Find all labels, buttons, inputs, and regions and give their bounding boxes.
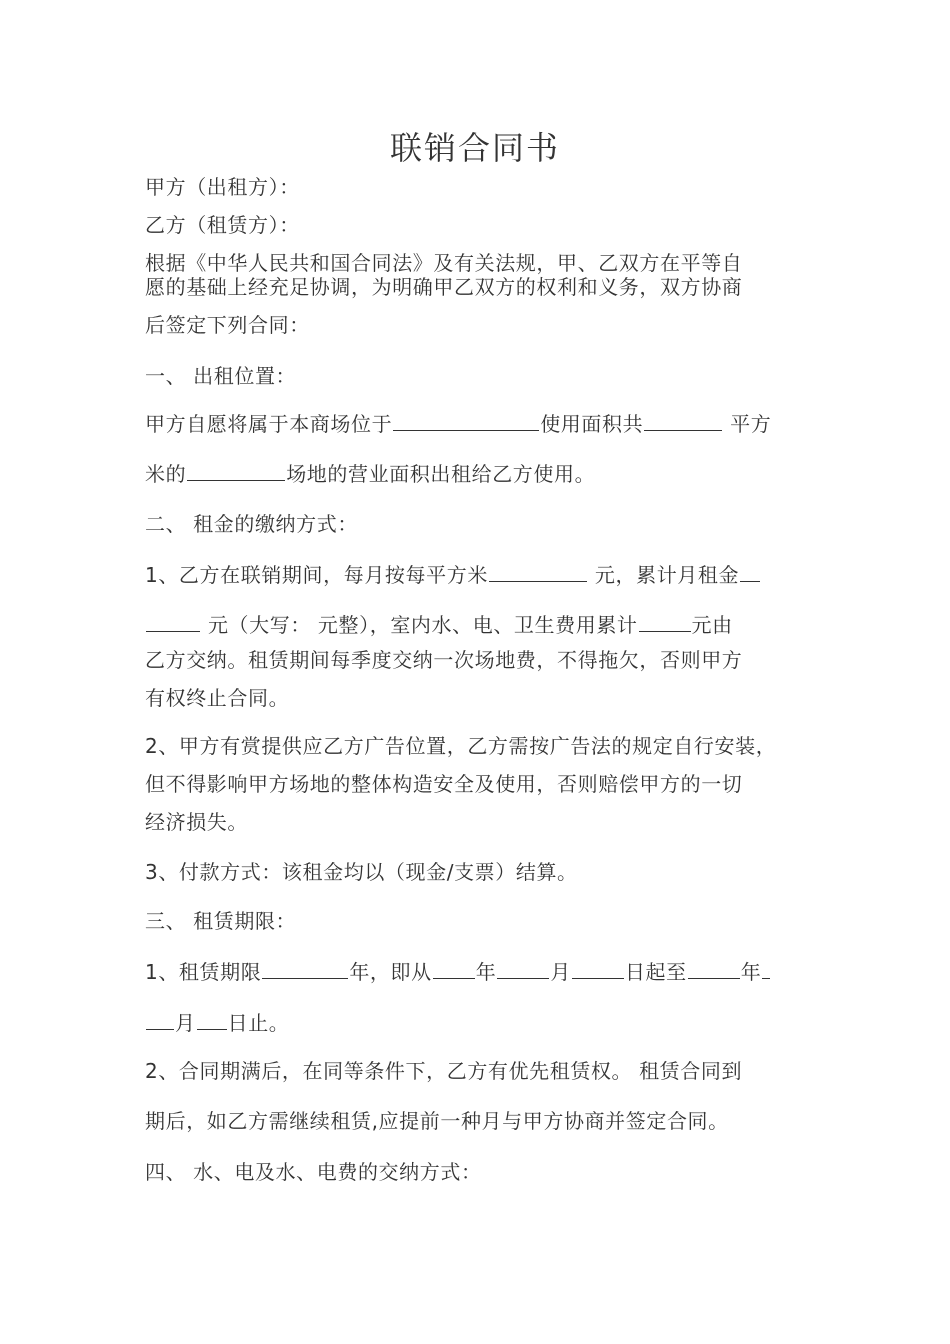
text-segment: 平方 bbox=[723, 412, 772, 436]
location-blank bbox=[393, 410, 539, 431]
text-segment: 元，累计月租金 bbox=[587, 563, 740, 587]
document-title: 联销合同书 bbox=[389, 129, 560, 167]
text-segment: 年 bbox=[475, 960, 497, 984]
monthly-rent-blank bbox=[740, 561, 760, 582]
end-month-blank bbox=[762, 958, 770, 979]
section-2-item-1-line-3: 乙方交纳。租赁期间每季度交纳一次场地费，不得拖欠，否则甲方 bbox=[145, 648, 743, 672]
section-1-line-1 bbox=[145, 410, 771, 437]
text-segment: 日止。 bbox=[227, 1011, 290, 1035]
text-segment: 甲方自愿将属于本商场位于 bbox=[145, 412, 393, 436]
section-2-item-3: 3、付款方式：该租金均以（现金/支票）结算。 bbox=[145, 860, 578, 884]
text-segment: 场地的营业面积出租给乙方使用。 bbox=[286, 462, 596, 486]
text-segment: 年，即从 bbox=[349, 960, 432, 984]
monthly-rent-blank-cont bbox=[146, 611, 200, 632]
section-3-item-2-line-1: 2、合同期满后，在同等条件下，乙方有优先租赁权。 租赁合同到 bbox=[145, 1059, 743, 1083]
text-segment: 元（大写： 元整），室内水、电、卫生费用累计 bbox=[201, 613, 638, 637]
section-4-heading: 四、 水、电及水、电费的交纳方式： bbox=[145, 1160, 482, 1184]
section-1-heading: 一、 出租位置： bbox=[145, 364, 297, 388]
text-segment: 元由 bbox=[691, 613, 733, 637]
section-2-item-1-line-4: 有权终止合同。 bbox=[145, 686, 290, 710]
section-2-item-1-line-1 bbox=[145, 561, 761, 588]
party-a-line: 甲方（出租方）： bbox=[145, 175, 300, 199]
section-3-item-2-line-2: 期后，如乙方需继续租赁,应提前一种月与甲方协商并签定合同。 bbox=[145, 1109, 729, 1133]
section-3-item-1-line-1 bbox=[145, 958, 771, 985]
section-2-heading: 二、 租金的缴纳方式： bbox=[145, 512, 358, 536]
text-segment: 使用面积共 bbox=[540, 412, 644, 436]
text-segment: 1、乙方在联销期间，每月按每平方米 bbox=[145, 563, 488, 587]
section-1-line-2 bbox=[145, 460, 595, 487]
lease-years-blank bbox=[262, 958, 348, 979]
start-month-blank bbox=[497, 958, 549, 979]
end-day-blank bbox=[197, 1009, 227, 1030]
price-per-sqm-blank bbox=[489, 561, 587, 582]
end-month-blank-cont bbox=[146, 1009, 174, 1030]
section-2-item-2-line-3: 经济损失。 bbox=[145, 810, 248, 834]
text-segment: 月 bbox=[175, 1011, 196, 1035]
section-3-item-1-line-2 bbox=[145, 1009, 289, 1036]
party-b-line: 乙方（租赁方）： bbox=[145, 213, 300, 237]
preamble-line-2: 愿的基础上经充足协调，为明确甲乙双方的权利和义务，双方协商 bbox=[145, 275, 743, 299]
section-2-item-2-line-2: 但不得影响甲方场地的整体构造安全及使用，否则赔偿甲方的一切 bbox=[145, 772, 743, 796]
end-year-blank bbox=[688, 958, 740, 979]
section-2-item-2-line-1: 2、甲方有赏提供应乙方广告位置，乙方需按广告法的规定自行安装， bbox=[145, 734, 777, 758]
text-segment: 1、租赁期限 bbox=[145, 960, 262, 984]
text-segment: 年 bbox=[740, 960, 762, 984]
start-year-blank bbox=[433, 958, 475, 979]
section-2-item-1-line-2 bbox=[145, 611, 733, 638]
start-day-blank bbox=[572, 958, 624, 979]
text-segment: 日起至 bbox=[624, 960, 687, 984]
preamble-line-3: 后签定下列合同： bbox=[145, 313, 310, 337]
section-3-heading: 三、 租赁期限： bbox=[145, 909, 297, 933]
utility-fee-blank bbox=[639, 611, 691, 632]
preamble-line-1: 根据《中华人民共和国合同法》及有关法规，甲、乙双方在平等自 bbox=[145, 251, 743, 275]
area-blank bbox=[644, 410, 722, 431]
text-segment: 米的 bbox=[145, 462, 187, 486]
venue-blank bbox=[187, 460, 285, 481]
text-segment: 月 bbox=[550, 960, 571, 984]
